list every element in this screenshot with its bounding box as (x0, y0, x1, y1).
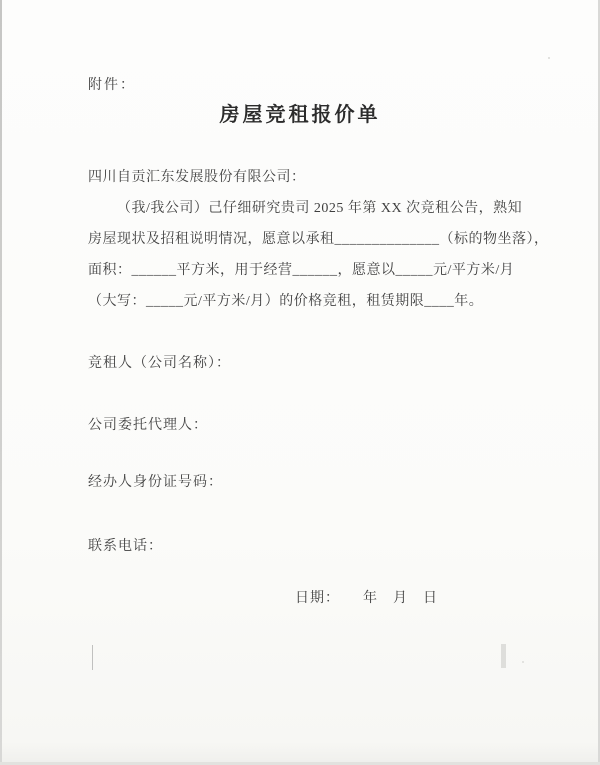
scan-artifact-grey-bar (501, 644, 506, 668)
body-paragraph-line-3: 面积：______平方米，用于经营______，愿意以_____元/平方米/月 (88, 263, 515, 278)
date-line: 日期： 年 月 日 (295, 591, 438, 606)
scan-artifact-thin-vertical-line (92, 645, 93, 670)
bidder-name-label: 竞租人（公司名称）： (88, 356, 231, 371)
salutation-line: 四川自贡汇东发展股份有限公司： (88, 170, 306, 185)
handler-id-number-label: 经办人身份证号码： (88, 475, 223, 490)
contact-phone-label: 联系电话： (88, 539, 163, 554)
body-paragraph-line-2: 房屋现状及招租说明情况，愿意以承租______________（标的物坐落）， (88, 232, 549, 247)
body-paragraph-line-4: （大写：_____元/平方米/月）的价格竞租，租赁期限____年。 (88, 294, 484, 309)
page-title: 房屋竞租报价单 (219, 104, 381, 126)
scan-speck (548, 57, 550, 59)
body-paragraph-line-1: （我/我公司）己仔细研究贵司 2025 年第 XX 次竞租公告，熟知 (117, 201, 523, 216)
scan-speck (522, 661, 524, 663)
attachment-label: 附件： (88, 78, 136, 93)
company-agent-label: 公司委托代理人： (88, 418, 208, 433)
